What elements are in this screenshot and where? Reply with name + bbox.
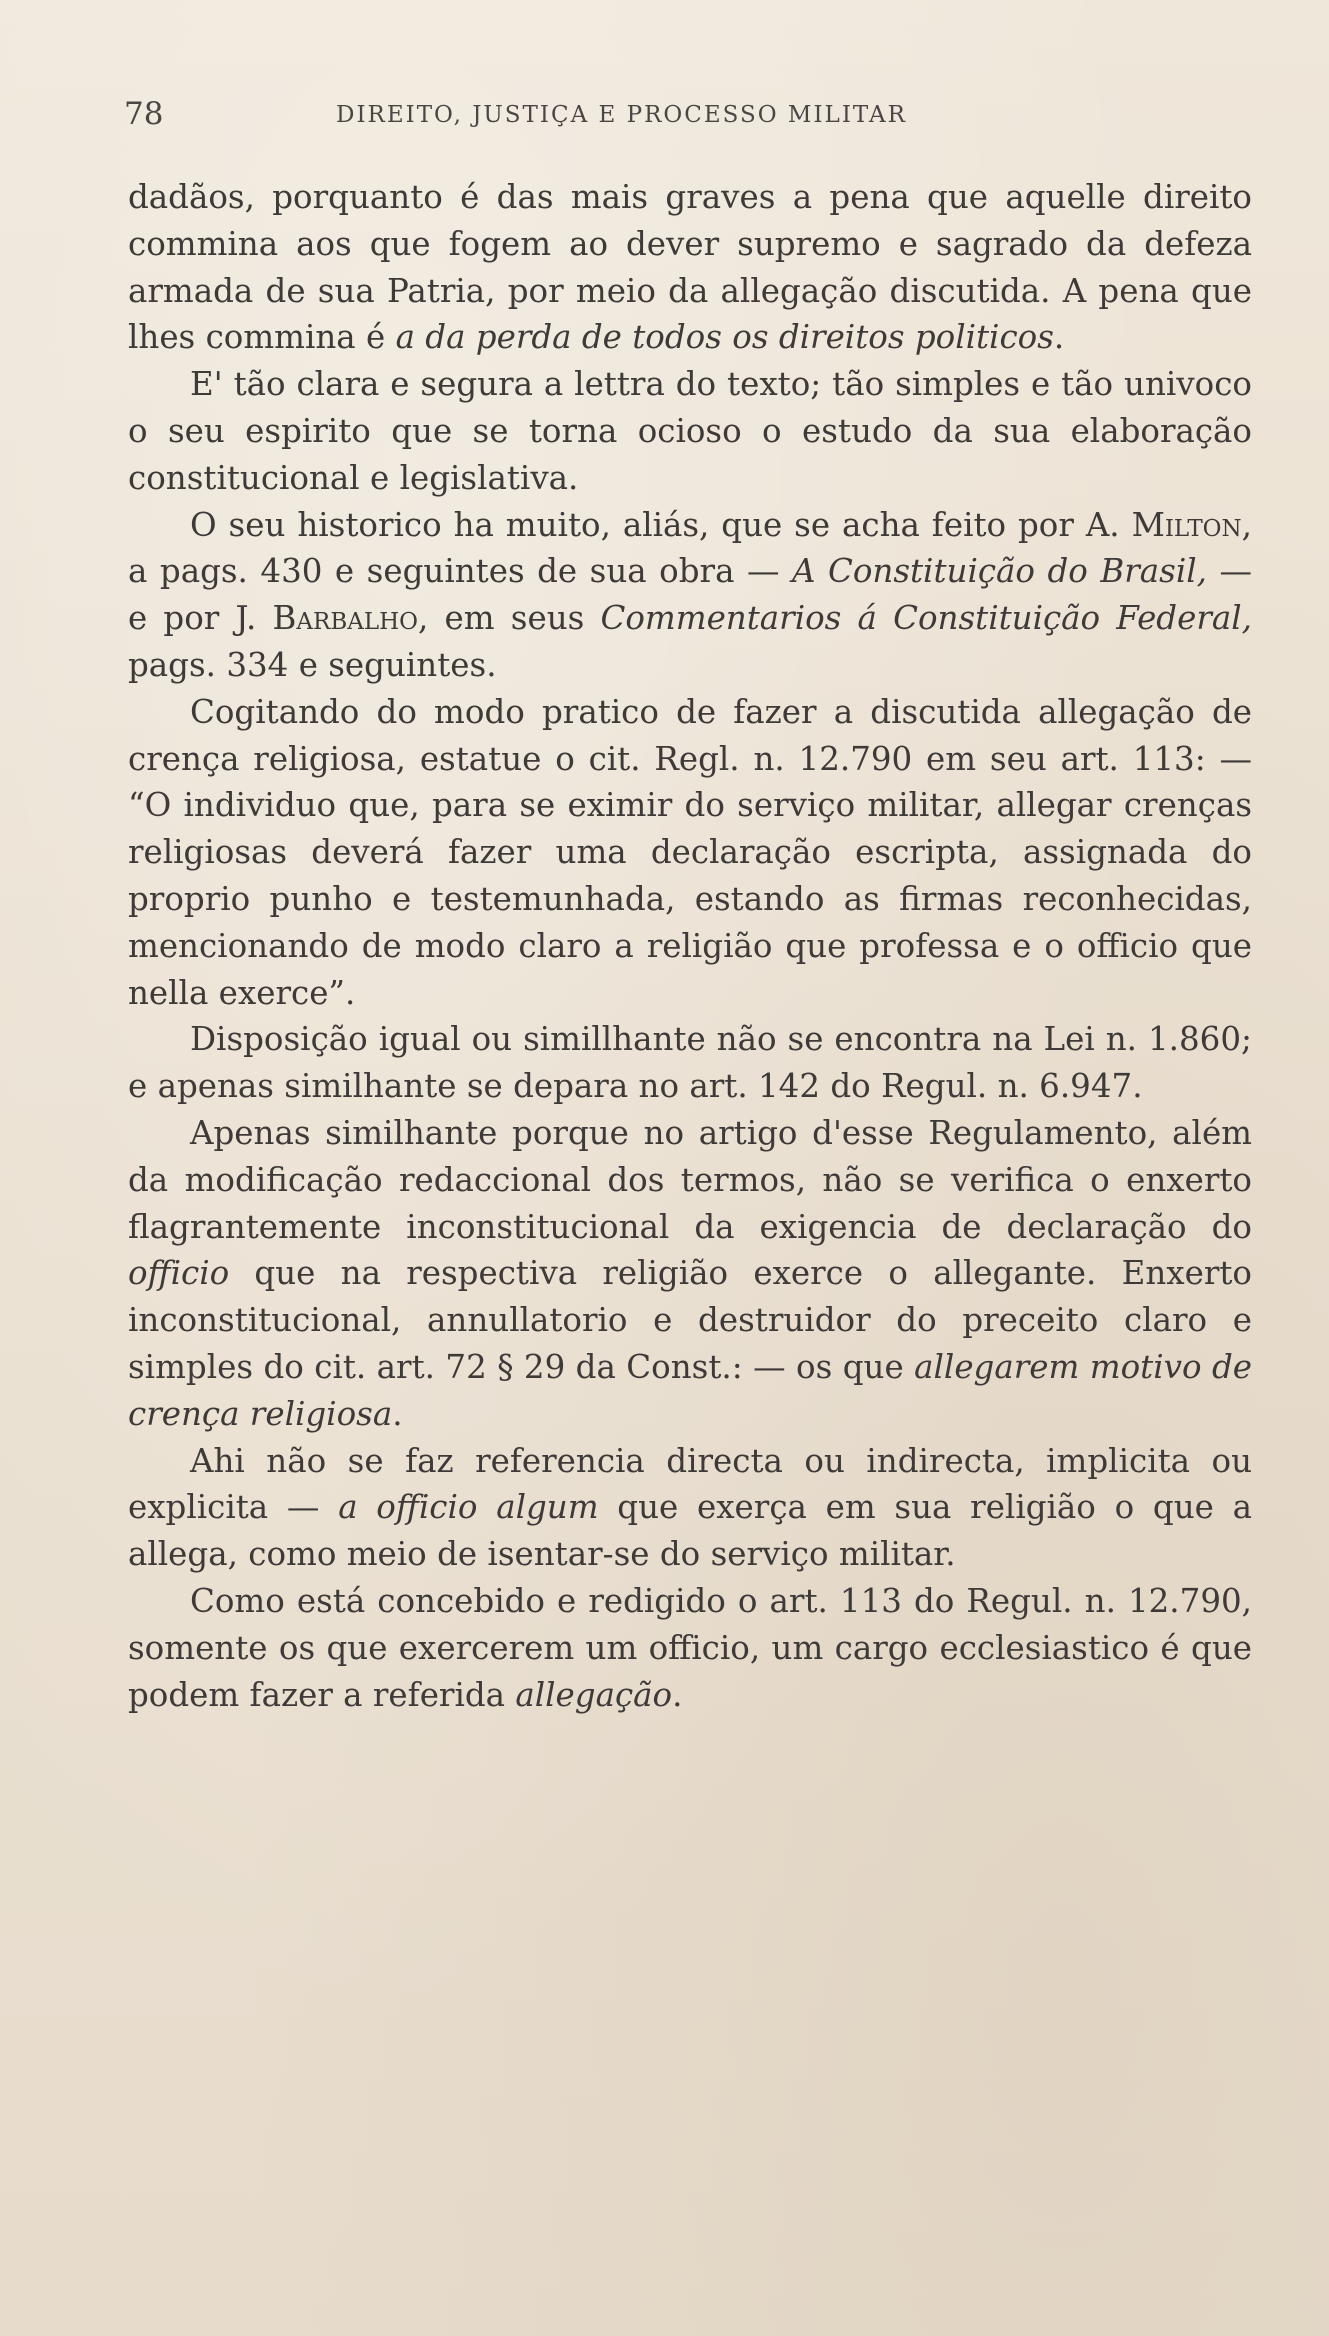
paragraph: Ahi não se faz referencia directa ou indirecta, implicita ou explicita — a officio algum que exerça em sua religião o que a allega, como meio de isentar-se do serviço militar. bbox=[128, 1441, 1252, 1574]
book-title: Commentarios á Constituição Federal, bbox=[600, 599, 1252, 638]
body-text bbox=[128, 174, 1252, 1718]
paragraph: Disposição igual ou simillhante não se encontra na Lei n. 1.860; e apenas similhante se depara no art. 142 do Regul. n. 6.947. bbox=[128, 1020, 1252, 1106]
page-number: 78 bbox=[124, 96, 164, 132]
paragraph: E' tão clara e segura a lettra do texto; tão simples e tão univoco o seu espirito que se torna ocioso o estudo da sua elaboração constitucional e legislativa. bbox=[128, 365, 1252, 497]
author-name: Milton bbox=[1131, 505, 1242, 544]
author-name: Barbalho bbox=[272, 599, 419, 638]
paragraph: dadãos, porquanto é das mais graves a pena que aquelle direito commina aos que fogem ao dever supremo e sagrado da defeza armada de sua Patria, por meio da allegação discutida. A pena que lhes commina é a da perda de todos os direitos politicos. bbox=[128, 178, 1252, 357]
paragraph: O seu historico ha muito, aliás, que se acha feito por A. Milton, a pags. 430 e seguintes de sua obra — A Constituição do Brasil, — e por J. Barbalho, em seus Commentarios á Constituição Federal, pags. 334 e seguintes. bbox=[128, 505, 1252, 684]
running-head bbox=[124, 94, 1252, 134]
book-title: A Constituição do Brasil, bbox=[791, 552, 1207, 591]
paragraph: Apenas similhante porque no artigo d'esse Regulamento, além da modificação redaccional dos termos, não se verifica o enxerto flagrantemente inconstitucional da exigencia de declaração do officio que na respectiva religião exerce o allegante. Enxerto inconstitucional, annullatorio e destruidor do preceito claro e simples do cit. art. 72 § 29 da Const.: — os que allegarem motivo de crença religiosa. bbox=[128, 1113, 1253, 1433]
running-title: DIREITO, JUSTIÇA E PROCESSO MILITAR bbox=[336, 102, 907, 128]
paragraph: Como está concebido e redigido o art. 113 do Regul. n. 12.790, somente os que exercerem um officio, um cargo ecclesiastico é que podem fazer a referida allegação. bbox=[128, 1581, 1252, 1714]
paragraph: Cogitando do modo pratico de fazer a discutida allegação de crença religiosa, estatue o cit. Regl. n. 12.790 em seu art. 113: — “O individuo que, para se eximir do serviço militar, allegar crenças religiosas deverá fazer uma declaração escripta, assignada do proprio punho e testemunhada, estando as firmas reconhecidas, mencionando de modo claro a religião que professa e o officio que nella exerce”. bbox=[128, 692, 1252, 1012]
